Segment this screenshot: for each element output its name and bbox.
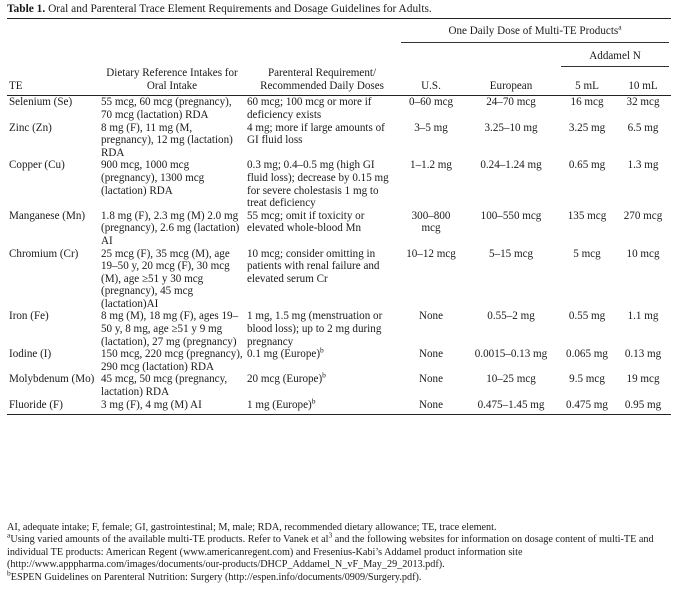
header-addamel: Addamel N <box>561 50 669 68</box>
cell-dri: 900 mcg, 1000 mcg (pregnancy), 1300 mcg (lactation) RDA <box>101 159 205 197</box>
header-dri: Dietary Reference Intakes for Oral Intake <box>99 67 245 96</box>
cell-te: Fluoride (F) <box>7 399 99 415</box>
cell-te: Selenium (Se) <box>9 96 73 109</box>
cell-te: Iron (Fe) <box>9 310 49 323</box>
cell-addamel-10ml: 0.13 mg <box>624 348 662 361</box>
table-row <box>7 122 671 160</box>
header-european: European <box>463 67 559 96</box>
cell-addamel-10ml: 1.3 mg <box>627 159 659 172</box>
cell-european: 24–70 mcg <box>486 96 536 109</box>
table-row <box>7 399 671 415</box>
cell-us: 300–800 mcg <box>411 209 451 235</box>
cell-parenteral: 55 mcg; omit if toxicity or elevated whole-blood Mn <box>247 209 365 235</box>
footnote-a: $^a$Using varied amounts of the available multi-TE products. Refer to Vanek et $al^3$ and the following websites for information on dosage content of multi-TE and individual TE products: American Regent (www.americanregent.com) and Fresenius-Kabi’s Addamel product information site (http://www.apppharma.com/images/documents/our-products/DHCP_Addamel_N_vF_May_29_2013.pdf). <box>7 531 654 571</box>
cell-us: 0–60 mcg <box>408 96 454 109</box>
cell-us: None <box>419 348 444 361</box>
cell-european: 5–15 mcg <box>488 247 534 260</box>
cell-addamel-5ml: 0.65 mg <box>568 159 606 172</box>
cell-addamel-5ml: 16 mcg <box>570 96 604 109</box>
cell-addamel-10ml: 19 mcg <box>626 373 660 386</box>
cell-parenteral: 1 mg, 1.5 mg (menstruation or blood loss); up to 2 mg during pregnancy <box>247 310 383 348</box>
cell-dri: 45 mcg, 50 mcg (pregnancy, lactation) RDA <box>101 373 228 399</box>
table-row <box>7 373 671 398</box>
table-label: Table 1. <box>7 3 46 15</box>
cell-addamel-5ml: 0.55 mg <box>568 310 606 323</box>
header-one-daily: One Daily Dose of Multi-TE Products$^a$ <box>401 25 669 43</box>
cell-addamel-5ml: 9.5 mcg <box>569 373 605 386</box>
cell-us: 3–5 mg <box>414 121 448 134</box>
cell-addamel-5ml: 0.475 mg <box>559 399 615 415</box>
footnote-b: $^b$ESPEN Guidelines on Parenteral Nutrition: Surgery (http://espen.info/documents/0909/Surgery.pdf). <box>7 568 422 583</box>
trace-element-table <box>7 18 671 415</box>
cell-dri: 1.8 mg (F), 2.3 mg (M) 2.0 mg (pregnancy), 2.6 mg (lactation) AI <box>101 209 240 247</box>
cell-dri: 8 mg (M), 18 mg (F), ages 19–50 y, 8 mg, age ≥51 y 9 mg (lactation), 27 mg (pregnancy) <box>101 310 239 348</box>
cell-us: 1–1.2 mg <box>410 159 452 172</box>
header-10ml: 10 mL <box>615 67 671 96</box>
cell-dri: 8 mg (F), 11 mg (M, pregnancy), 12 mg (lactation) RDA <box>101 121 233 159</box>
cell-dri: 150 mcg, 220 mcg (pregnancy), 290 mcg (lactation) RDA <box>101 348 243 373</box>
header-us: U.S. <box>399 67 463 96</box>
cell-addamel-5ml: 135 mcg <box>567 209 607 222</box>
header-5ml: 5 mL <box>559 67 615 96</box>
cell-addamel-10ml: 6.5 mg <box>627 121 659 134</box>
cell-te: Molybdenum (Mo) <box>9 373 95 386</box>
cell-te: Manganese (Mn) <box>9 209 86 222</box>
cell-dri: 25 mcg (F), 35 mcg (M), age 19–50 y, 20 mcg (F), 30 mcg (M), age ≥51 y 30 mcg (pregnancy), 45 mcg (lactation)AI <box>101 247 230 310</box>
cell-te: Copper (Cu) <box>9 159 65 172</box>
cell-european: 0.0015–0.13 mg <box>474 348 548 361</box>
cell-te: Chromium (Cr) <box>9 247 79 260</box>
cell-te: Iodine (I) <box>9 348 52 361</box>
header-row-3 <box>7 67 671 96</box>
cell-us: None <box>419 373 444 386</box>
cell-european: 100–550 mcg <box>480 209 542 222</box>
cell-addamel-10ml: 1.1 mg <box>627 310 659 323</box>
cell-addamel-5ml: 5 mcg <box>573 247 601 260</box>
cell-us: 10–12 mcg <box>406 247 456 260</box>
cell-parenteral: 0.3 mg; 0.4–0.5 mg (high GI fluid loss); decrease by 0.15 mg for severe cholestasis 1 mg to treat deficiency <box>247 159 389 210</box>
cell-dri: 3 mg (F), 4 mg (M) AI <box>99 399 245 415</box>
header-row-2 <box>7 43 671 68</box>
cell-european: 0.24–1.24 mg <box>480 159 542 172</box>
cell-european: 0.475–1.45 mg <box>463 399 559 415</box>
cell-parenteral: 20 mcg (Europe)$^b$ <box>247 370 326 386</box>
table-row <box>7 310 671 348</box>
cell-dri: 55 mcg, 60 mcg (pregnancy), 70 mcg (lactation) RDA <box>101 96 232 121</box>
header-row-1 <box>7 19 671 43</box>
cell-parenteral: 60 mcg; 100 mcg or more if deficiency exists <box>247 96 372 121</box>
cell-european: 10–25 mcg <box>486 373 536 386</box>
cell-european: 3.25–10 mg <box>484 121 538 134</box>
table-row <box>7 210 671 248</box>
cell-parenteral: 0.1 mg (Europe)$^b$ <box>247 345 324 361</box>
cell-addamel-5ml: 3.25 mg <box>568 121 606 134</box>
header-parenteral: Parenteral Requirement/ Recommended Daily Doses <box>245 67 399 96</box>
table-body <box>7 96 671 415</box>
cell-addamel-10ml: 270 mcg <box>623 209 663 222</box>
table-row <box>7 96 671 122</box>
table-row <box>7 348 671 373</box>
header-te: TE <box>7 67 99 96</box>
cell-european: 0.55–2 mg <box>487 310 535 323</box>
cell-parenteral: 1 mg (Europe)$^b$ <box>245 399 399 415</box>
footnote-abbreviations: AI, adequate intake; F, female; GI, gastrointestinal; M, male; RDA, recommended dietary allowance; TE, trace element. <box>7 522 497 533</box>
cell-parenteral: 4 mg; more if large amounts of GI fluid loss <box>247 121 385 147</box>
cell-us: None <box>399 399 463 415</box>
cell-addamel-5ml: 0.065 mg <box>566 348 608 361</box>
cell-parenteral: 10 mcg; consider omitting in patients with renal failure and elevated serum Cr <box>247 247 380 285</box>
cell-us: None <box>419 310 444 323</box>
table-row <box>7 248 671 311</box>
table-caption <box>7 3 432 15</box>
cell-addamel-10ml: 32 mcg <box>626 96 660 109</box>
table-row <box>7 159 671 209</box>
cell-addamel-10ml: 10 mcg <box>626 247 660 260</box>
cell-addamel-10ml: 0.95 mg <box>615 399 671 415</box>
table-footnotes <box>7 522 675 584</box>
table-title: Oral and Parenteral Trace Element Requirements and Dosage Guidelines for Adults. <box>48 3 432 15</box>
cell-te: Zinc (Zn) <box>9 121 52 134</box>
